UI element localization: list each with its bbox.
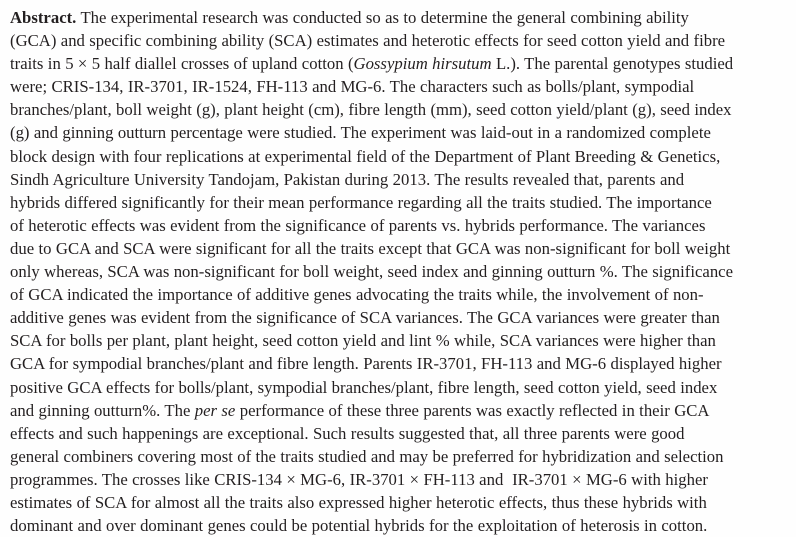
abstract-line bbox=[10, 145, 786, 168]
abstract-text-run: GCA for sympodial branches/plant and fibre length. Parents IR-3701, FH-113 and MG-6 displayed higher bbox=[10, 354, 722, 374]
abstract-text-run: branches/plant, boll weight (g), plant height (cm), fibre length (mm), seed cotton yield/plant (g), seed index bbox=[10, 100, 732, 120]
abstract-text-run: performance of these three parents was exactly reflected in their GCA bbox=[235, 400, 710, 420]
abstract-text-run: positive GCA effects for bolls/plant, sympodial branches/plant, fibre length, seed cotton yield, seed index bbox=[10, 377, 718, 397]
abstract-text-run: effects and such happenings are exceptional. Such results suggested that, all three parents were good bbox=[10, 423, 685, 443]
abstract-line bbox=[10, 514, 786, 537]
abstract-line bbox=[10, 121, 786, 144]
abstract-line bbox=[10, 422, 786, 445]
abstract-text-run: traits in 5 × 5 half diallel crosses of upland cotton ( bbox=[10, 54, 354, 74]
abstract-text-run: estimates of SCA for almost all the traits also expressed higher heterotic effects, thus these hybrids with bbox=[10, 492, 707, 512]
abstract-text-run: SCA for bolls per plant, plant height, seed cotton yield and lint % while, SCA variances were higher than bbox=[10, 331, 716, 351]
abstract-line bbox=[10, 376, 786, 399]
abstract-line bbox=[10, 75, 786, 98]
abstract-text-run: additive genes was evident from the significance of SCA variances. The GCA variances were greater than bbox=[10, 308, 720, 328]
abstract-text-run: dominant and over dominant genes could be potential hybrids for the exploitation of heterosis in cotton. bbox=[10, 516, 708, 536]
abstract-line bbox=[10, 237, 786, 260]
abstract-line bbox=[10, 52, 786, 75]
abstract-text-run: of GCA indicated the importance of additive genes advocating the traits while, the involvement of non- bbox=[10, 285, 704, 305]
abstract-line bbox=[10, 352, 786, 375]
abstract-text-run: and ginning outturn%. The bbox=[10, 400, 195, 420]
abstract-line bbox=[10, 98, 786, 121]
abstract-text-run: due to GCA and SCA were significant for all the traits except that GCA was non-significant for boll weight bbox=[10, 238, 731, 258]
abstract-text-run: Sindh Agriculture University Tandojam, Pakistan during 2013. The results revealed that, parents and bbox=[10, 169, 685, 189]
abstract-text-run: block design with four replications at experimental field of the Department of Plant Breeding & Genetics, bbox=[10, 146, 721, 166]
abstract-line bbox=[10, 191, 786, 214]
abstract-text-run: The experimental research was conducted so as to determine the general combining ability bbox=[76, 8, 689, 27]
abstract-line bbox=[10, 260, 786, 283]
abstract-line bbox=[10, 214, 786, 237]
abstract-text-run: programmes. The crosses like CRIS-134 × MG-6, IR-3701 × FH-113 and IR-3701 × MG-6 with higher bbox=[10, 469, 708, 489]
abstract-line bbox=[10, 306, 786, 329]
italic-term: Gossypium hirsutum bbox=[353, 54, 492, 74]
abstract-text-run: general combiners covering most of the traits studied and may be preferred for hybridization and selection bbox=[10, 446, 724, 466]
abstract-text-run: hybrids differed significantly for their mean performance regarding all the traits studied. The importance bbox=[10, 192, 712, 212]
abstract-line bbox=[10, 468, 786, 491]
abstract-text-run: (g) and ginning outturn percentage were studied. The experiment was laid-out in a randomized complete bbox=[10, 123, 711, 143]
abstract-line bbox=[10, 168, 786, 191]
italic-term: per se bbox=[194, 400, 236, 420]
abstract-text-block bbox=[10, 6, 786, 537]
abstract-line bbox=[10, 6, 786, 29]
abstract-line bbox=[10, 29, 786, 52]
abstract-text-run: only whereas, SCA was non-significant for boll weight, seed index and ginning outturn %. The significance bbox=[10, 262, 734, 282]
abstract-line bbox=[10, 491, 786, 514]
abstract-line bbox=[10, 283, 786, 306]
abstract-text-run: were; CRIS-134, IR-3701, IR-1524, FH-113 and MG-6. The characters such as bolls/plant, sympodial bbox=[10, 77, 695, 97]
abstract-line bbox=[10, 329, 786, 352]
abstract-text-run: (GCA) and specific combining ability (SCA) estimates and heterotic effects for seed cotton yield and fibre bbox=[10, 31, 726, 51]
abstract-text-run: L.). The parental genotypes studied bbox=[491, 54, 734, 74]
abstract-line bbox=[10, 445, 786, 468]
abstract-line bbox=[10, 399, 786, 422]
abstract-text-run: of heterotic effects was evident from the significance of parents vs. hybrids performance. The variances bbox=[10, 215, 706, 235]
abstract-label: Abstract. bbox=[10, 8, 77, 27]
